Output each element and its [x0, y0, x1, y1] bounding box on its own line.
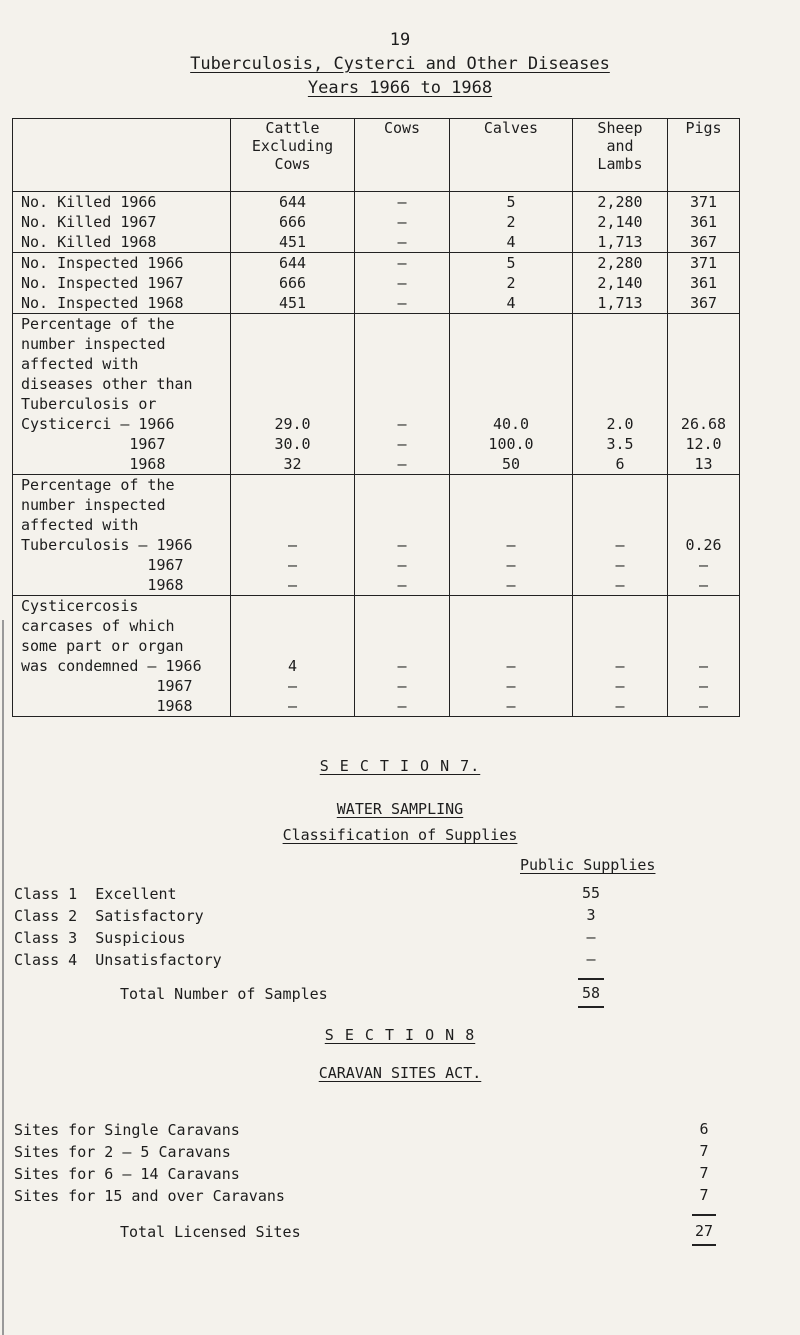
cell-value: 1,713 — [597, 233, 643, 251]
cell-value: 451 — [278, 233, 307, 251]
spacer — [355, 596, 449, 616]
cell-cows — [355, 314, 450, 475]
row-label-line: 1967 — [21, 556, 184, 574]
cell-value: – — [397, 455, 407, 473]
cell-value: 2.0 — [606, 415, 634, 433]
spacer — [355, 475, 449, 495]
cell-cows — [355, 253, 450, 314]
cell-value: – — [397, 294, 407, 312]
spacer — [450, 475, 572, 495]
spacer — [573, 374, 667, 394]
row-label-line: carcases of which — [21, 617, 175, 635]
water-class-value: – — [586, 928, 596, 946]
spacer — [668, 596, 739, 616]
water-total-label: Total Number of Samples — [120, 985, 328, 1003]
header-line: Cows — [274, 155, 311, 173]
cell-value: 2,140 — [597, 213, 643, 231]
header-cows — [355, 119, 450, 192]
cell-pigs — [668, 253, 740, 314]
cell-calves — [450, 192, 573, 253]
spacer — [355, 334, 449, 354]
cell-value: 666 — [278, 213, 307, 231]
spacer — [450, 515, 572, 535]
cell-sheep — [573, 314, 668, 475]
cell-value: 4 — [506, 233, 516, 251]
cell-pigs — [668, 314, 740, 475]
water-class-value: 55 — [581, 884, 601, 902]
cell-value: 361 — [689, 274, 718, 292]
spacer — [450, 374, 572, 394]
row-label-line: Percentage of the — [21, 315, 175, 333]
cell-value: – — [698, 576, 709, 594]
spacer — [573, 515, 667, 535]
spacer — [355, 495, 449, 515]
spacer — [450, 636, 572, 656]
caravan-site-value: 7 — [699, 1142, 709, 1160]
cell-value: 2 — [506, 213, 516, 231]
cell-value: – — [615, 536, 625, 554]
header-line: Sheep — [597, 119, 643, 137]
header-line: Pigs — [685, 119, 722, 137]
cell-sheep — [573, 253, 668, 314]
spacer — [668, 314, 739, 334]
header-line: Excluding — [251, 137, 334, 155]
spacer — [450, 354, 572, 374]
cell-value: – — [397, 254, 407, 272]
spacer — [668, 616, 739, 636]
cell-value: – — [397, 435, 407, 453]
section-7-classification-title: Classification of Supplies — [282, 826, 518, 844]
spacer — [355, 314, 449, 334]
cell-value: 367 — [689, 294, 718, 312]
cell-value: – — [615, 677, 625, 695]
cell-value: 5 — [506, 193, 516, 211]
spacer — [573, 354, 667, 374]
row-label-line: affected with — [21, 516, 139, 534]
cell-value: 12.0 — [685, 435, 722, 453]
cell-calves — [450, 596, 573, 717]
row-label-line: No. Inspected 1967 — [21, 274, 184, 292]
water-class-value: – — [586, 950, 596, 968]
cell-cows — [355, 475, 450, 596]
cell-cattle — [231, 596, 355, 717]
header-line: Calves — [483, 119, 539, 137]
cell-value: – — [698, 697, 709, 715]
caravan-site-value: 7 — [699, 1186, 709, 1204]
caravan-site-row: Sites for 6 – 14 Caravans — [14, 1165, 240, 1183]
spacer — [450, 394, 572, 414]
spacer — [450, 495, 572, 515]
cell-cattle — [231, 314, 355, 475]
row-label — [13, 475, 231, 596]
spacer — [231, 314, 354, 334]
spacer — [231, 616, 354, 636]
row-label-line: Cysticerci – 1966 — [21, 415, 175, 433]
caravan-site-row: Sites for Single Caravans — [14, 1121, 240, 1139]
header-pigs — [668, 119, 740, 192]
total-rule — [692, 1214, 716, 1216]
cell-value: – — [506, 556, 516, 574]
table-row-cysticercosis — [13, 596, 740, 717]
row-label-line: Percentage of the — [21, 476, 175, 494]
cell-value: – — [397, 556, 407, 574]
cell-value: – — [615, 576, 625, 594]
cell-value: 451 — [278, 294, 307, 312]
cell-value: – — [397, 213, 407, 231]
cell-value: 40.0 — [492, 415, 530, 433]
cell-value: – — [287, 697, 298, 715]
cell-cows — [355, 596, 450, 717]
section-7-subheading: WATER SAMPLING — [336, 800, 464, 818]
cell-value: 29.0 — [274, 415, 311, 433]
page-edge-shadow — [2, 620, 4, 1335]
header-line: Cows — [383, 119, 421, 137]
row-label — [13, 314, 231, 475]
cell-cows — [355, 192, 450, 253]
cell-value: – — [287, 576, 298, 594]
cell-value: – — [397, 415, 407, 433]
cell-value: – — [615, 556, 625, 574]
cell-value: 1,713 — [597, 294, 643, 312]
cell-calves — [450, 253, 573, 314]
row-label-line: Tuberculosis or — [21, 395, 157, 413]
cell-value: – — [397, 536, 407, 554]
cell-pigs — [668, 192, 740, 253]
spacer — [231, 354, 354, 374]
caravan-site-row: Sites for 2 – 5 Caravans — [14, 1143, 231, 1161]
cell-value: 371 — [689, 193, 718, 211]
caravan-site-value: 6 — [699, 1120, 709, 1138]
row-label — [13, 192, 231, 253]
cell-value: – — [506, 536, 516, 554]
spacer — [355, 394, 449, 414]
header-calves — [450, 119, 573, 192]
caravan-site-row: Sites for 15 and over Caravans — [14, 1187, 285, 1205]
spacer — [573, 394, 667, 414]
cell-value: 666 — [278, 274, 307, 292]
cell-value: 644 — [278, 254, 307, 272]
row-label-line: number inspected — [21, 335, 166, 353]
cell-value: 6 — [615, 455, 625, 473]
cell-sheep — [573, 192, 668, 253]
cell-value: 2,280 — [597, 193, 643, 211]
cell-pigs — [668, 596, 740, 717]
water-class-row: Class 3 Suspicious — [14, 929, 186, 947]
cell-cattle — [231, 192, 355, 253]
cell-value: 26.68 — [680, 415, 727, 433]
cell-value: – — [698, 556, 709, 574]
cell-value: 3.5 — [606, 435, 634, 453]
header-sheep — [573, 119, 668, 192]
section-8-heading: S E C T I O N 8 — [324, 1026, 476, 1044]
row-label-line: Cysticercosis — [21, 597, 139, 615]
cell-value: 13 — [694, 455, 713, 473]
cell-value: – — [287, 556, 298, 574]
spacer — [668, 374, 739, 394]
page-number: 19 — [389, 30, 411, 50]
water-class-row: Class 2 Satisfactory — [14, 907, 204, 925]
spacer — [231, 636, 354, 656]
header-line: Cattle — [265, 119, 320, 137]
spacer — [573, 616, 667, 636]
cell-value: – — [397, 677, 407, 695]
cell-sheep — [573, 596, 668, 717]
table-header-row — [13, 119, 740, 192]
cell-value: 30.0 — [274, 435, 311, 453]
spacer — [355, 515, 449, 535]
spacer — [573, 636, 667, 656]
spacer — [668, 515, 739, 535]
spacer — [231, 334, 354, 354]
cell-value: 4 — [287, 657, 298, 675]
spacer — [573, 334, 667, 354]
spacer — [573, 314, 667, 334]
row-label-line: was condemned – 1966 — [21, 657, 202, 675]
spacer — [450, 616, 572, 636]
spacer — [231, 495, 354, 515]
cell-value: 5 — [506, 254, 516, 272]
row-label — [13, 596, 231, 717]
cell-value: – — [287, 536, 298, 554]
page-subtitle: Years 1966 to 1968 — [307, 78, 493, 98]
cell-value: – — [397, 274, 407, 292]
cell-cattle — [231, 475, 355, 596]
spacer — [231, 475, 354, 495]
spacer — [355, 616, 449, 636]
spacer — [231, 394, 354, 414]
spacer — [450, 596, 572, 616]
section-8-subheading: CARAVAN SITES ACT. — [318, 1064, 482, 1082]
cell-value: – — [506, 677, 516, 695]
spacer — [450, 314, 572, 334]
cell-value: 371 — [689, 254, 718, 272]
spacer — [668, 334, 739, 354]
spacer — [450, 334, 572, 354]
caravan-site-value: 7 — [699, 1164, 709, 1182]
cell-value: – — [698, 657, 709, 675]
cell-value: – — [397, 697, 407, 715]
row-label-line: affected with — [21, 355, 139, 373]
cell-value: – — [397, 576, 407, 594]
row-label-line: No. Killed 1968 — [21, 233, 157, 251]
row-label-line: Tuberculosis – 1966 — [21, 536, 193, 554]
total-rule — [578, 978, 604, 980]
spacer — [573, 495, 667, 515]
table-row-inspected — [13, 253, 740, 314]
row-label-line: some part or organ — [21, 637, 184, 655]
cell-value: 2 — [506, 274, 516, 292]
cell-value: – — [615, 657, 625, 675]
cell-calves — [450, 314, 573, 475]
spacer — [668, 636, 739, 656]
row-label-line: diseases other than — [21, 375, 193, 393]
cell-value: 4 — [506, 294, 516, 312]
row-label-line: 1968 — [21, 455, 166, 473]
cell-value: 367 — [689, 233, 718, 251]
caravan-total-value: 27 — [694, 1222, 714, 1240]
cell-value: 644 — [278, 193, 307, 211]
cell-value: 361 — [689, 213, 718, 231]
header-line: Lambs — [597, 155, 643, 173]
cell-value: 0.26 — [685, 536, 722, 554]
cell-value: – — [506, 657, 516, 675]
caravan-total-label: Total Licensed Sites — [120, 1223, 301, 1241]
spacer — [668, 475, 739, 495]
spacer — [668, 354, 739, 374]
cell-sheep — [573, 475, 668, 596]
spacer — [573, 475, 667, 495]
spacer — [231, 596, 354, 616]
cell-value: – — [397, 193, 407, 211]
cell-value: – — [506, 576, 516, 594]
spacer — [355, 354, 449, 374]
cell-value: 2,140 — [597, 274, 643, 292]
spacer — [355, 374, 449, 394]
row-label-line: 1968 — [21, 697, 193, 715]
header-line: and — [606, 137, 634, 155]
cell-value: – — [397, 233, 407, 251]
spacer — [231, 374, 354, 394]
cell-value: – — [397, 657, 407, 675]
disease-statistics-table — [12, 118, 740, 717]
row-label-line: No. Inspected 1968 — [21, 294, 184, 312]
spacer — [668, 394, 739, 414]
cell-value: – — [698, 677, 709, 695]
water-class-value: 3 — [586, 906, 596, 924]
cell-value: 32 — [283, 455, 302, 473]
spacer — [573, 596, 667, 616]
total-double-rule — [578, 1006, 604, 1008]
spacer — [355, 636, 449, 656]
total-double-rule — [692, 1244, 716, 1246]
header-blank — [13, 119, 231, 192]
cell-pigs — [668, 475, 740, 596]
header-cattle — [231, 119, 355, 192]
cell-calves — [450, 475, 573, 596]
water-total-value: 58 — [581, 984, 601, 1002]
table-row-tuberculosis — [13, 475, 740, 596]
spacer — [231, 515, 354, 535]
row-label-line: 1968 — [21, 576, 184, 594]
row-label — [13, 253, 231, 314]
cell-value: 2,280 — [597, 254, 643, 272]
public-supplies-header: Public Supplies — [520, 856, 656, 874]
section-7-heading: S E C T I O N 7. — [319, 757, 481, 775]
cell-value: – — [615, 697, 625, 715]
spacer — [668, 495, 739, 515]
cell-cattle — [231, 253, 355, 314]
table-row-killed — [13, 192, 740, 253]
row-label-line: No. Killed 1966 — [21, 193, 157, 211]
cell-value: 50 — [501, 455, 521, 473]
water-class-row: Class 1 Excellent — [14, 885, 177, 903]
row-label-line: 1967 — [21, 435, 166, 453]
table-row-other-diseases — [13, 314, 740, 475]
row-label-line: 1967 — [21, 677, 193, 695]
water-class-row: Class 4 Unsatisfactory — [14, 951, 222, 969]
cell-value: – — [287, 677, 298, 695]
row-label-line: No. Inspected 1966 — [21, 254, 184, 272]
cell-value: 100.0 — [488, 435, 534, 453]
cell-value: – — [506, 697, 516, 715]
page-title: Tuberculosis, Cysterci and Other Diseases — [190, 54, 610, 74]
row-label-line: number inspected — [21, 496, 166, 514]
row-label-line: No. Killed 1967 — [21, 213, 157, 231]
